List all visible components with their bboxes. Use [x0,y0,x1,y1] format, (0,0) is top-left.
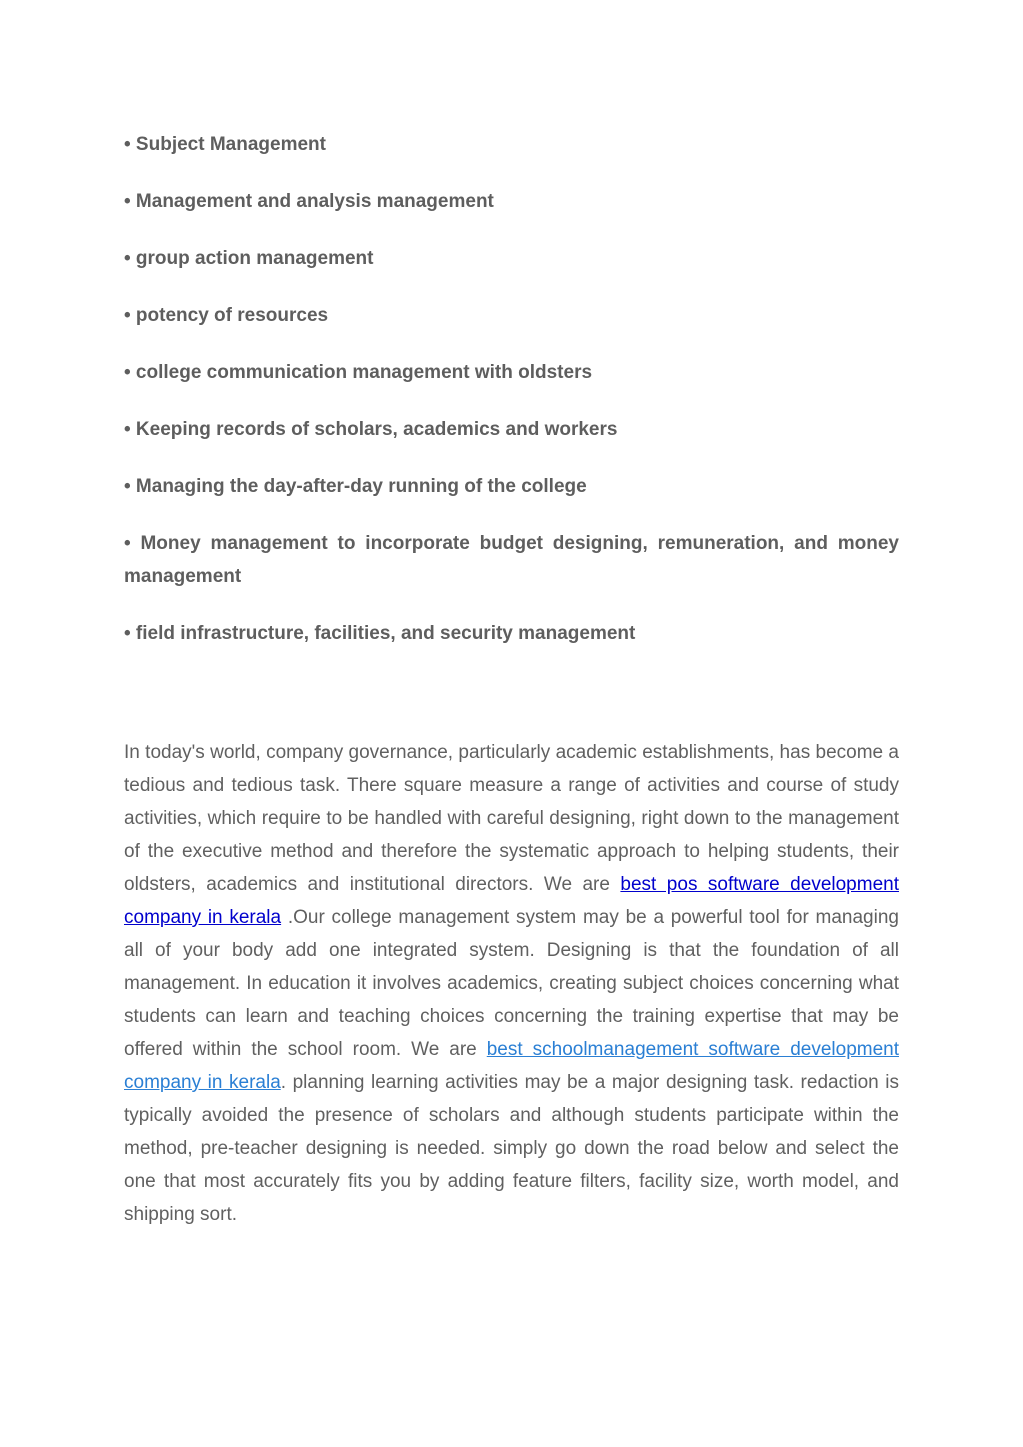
school-management-software-link[interactable]: best schoolmanagement software development company in kerala [124,1039,899,1093]
body-paragraph [124,736,899,1231]
bullet-item: • potency of resources [124,305,329,326]
paragraph-text: . planning learning activities may be a major designing task. redaction is typically avoided the presence of scholars and although students participate within the method, pre-teacher designing is needed. simply go down the road below and select the one that most accurately fits you by adding feature filters, facility size, worth model, and shipping sort. [124,1072,899,1225]
bullet-item: • Money management to incorporate budget designing, remuneration, and money management [124,533,899,587]
document-content [124,128,899,1231]
bullet-item: • group action management [124,248,374,269]
pos-software-link[interactable]: best pos software development company in kerala [124,874,899,928]
paragraph-text: In today's world, company governance, particularly academic establishments, has become a tedious and tedious task. There square measure a range of activities and course of study activities, which require to be handled with careful designing, right down to the management of the executive method and therefore the systematic approach to helping students, their oldsters, academics and institutional directors. We are [124,742,899,895]
section-spacer [124,674,899,736]
paragraph-text: .Our college management system may be a powerful tool for managing all of your body add one integrated system. Designing is that the foundation of all management. In education it involves academics, creating subject choices concerning what students can learn and teaching choices concerning the training expertise that may be offered within the school room. We are [124,907,899,1060]
bullet-item: • field infrastructure, facilities, and security management [124,623,636,644]
bullet-item: • Management and analysis management [124,191,494,212]
bullet-item: • Subject Management [124,134,326,155]
bullet-item: • Managing the day-after-day running of the college [124,476,587,497]
bullet-item: • college communication management with oldsters [124,362,593,383]
feature-bullet-list [124,128,899,650]
bullet-item: • Keeping records of scholars, academics and workers [124,419,618,440]
